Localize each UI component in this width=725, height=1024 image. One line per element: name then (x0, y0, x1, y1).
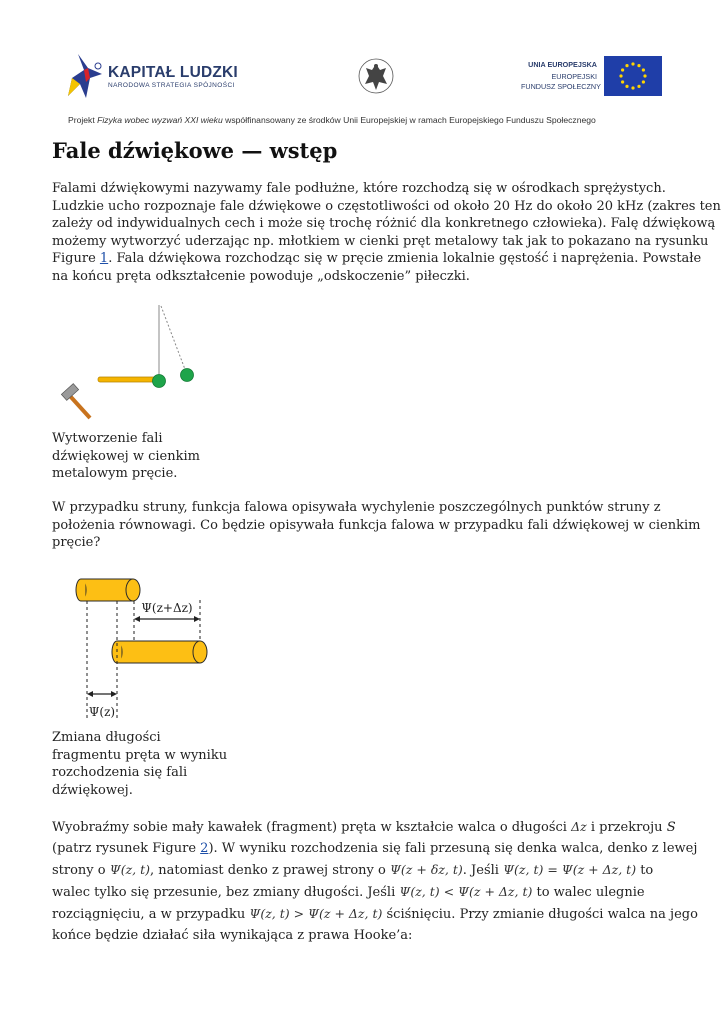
kapital-ludzki-logo (64, 48, 244, 100)
question-line: pręcie? (52, 535, 101, 551)
math-equality: Ψ(z, t) = Ψ(z + Δz, t) (503, 862, 637, 877)
caption-line: dźwiękowej w cienkim (52, 448, 200, 464)
figure-2-cylinder-diagram (72, 572, 217, 724)
eu-star-icon (625, 85, 628, 88)
intro-line (52, 250, 702, 268)
hammer-handle (70, 396, 90, 418)
math-delta-z: Δz (571, 819, 587, 834)
math-less-than: Ψ(z, t) < Ψ(z + Δz, t) (399, 884, 533, 899)
intro-line: zależy od indywidualnych cech i może się trochę różnić dla konkretnego człowieka). Falę dźwiękową (52, 216, 716, 232)
project-suffix: współfinansowany ze środków Unii Europejskiej w ramach Europejskiego Funduszu Społecznego (222, 115, 596, 125)
math-psi-z-plus-dz: Ψ(z + δz, t) (389, 862, 463, 877)
body-text: i przekroju (586, 820, 667, 835)
intro-line: możemy wytworzyć uderzając np. młotkiem w cienki pręt metalowy tak jak to pokazano na rysunku (52, 233, 709, 249)
caption-line: rozchodzenia się fali (52, 765, 188, 781)
intro-paragraph (52, 180, 721, 286)
math-greater-than: Ψ(z, t) > Ψ(z + Δz, t) (249, 906, 383, 921)
label-psi-z: Ψ(z) (88, 705, 116, 719)
symbol-s: S (666, 820, 676, 835)
figure-2-link[interactable]: 2 (200, 841, 209, 856)
metal-rod (98, 377, 156, 382)
caption-line: metalowym pręcie. (52, 466, 178, 482)
eu-star-icon (642, 80, 645, 83)
caption-line: Wytworzenie fali (52, 431, 163, 446)
eu-star-icon (631, 86, 634, 89)
eu-star-icon (631, 62, 634, 65)
body-text: Wyobraźmy sobie mały kawałek (fragment) pręta w kształcie walca o długości (52, 820, 572, 835)
body-line (52, 816, 676, 838)
question-line: położenia równowagi. Co będzie opisywała funkcja falowa w przypadku fali dźwiękowej w cienkim (52, 517, 701, 533)
project-header-line (68, 115, 668, 125)
body-line (52, 903, 698, 925)
eu-star-icon (643, 74, 646, 77)
eu-star-icon (642, 68, 645, 71)
university-seal-icon (356, 54, 396, 100)
eu-star-icon (637, 64, 640, 67)
body-text: to (636, 863, 654, 878)
body-line: końce będzie działać siła wynikająca z prawa Hooke’a: (52, 928, 413, 943)
caption-line: Zmiana długości (52, 730, 161, 745)
intro-line: Ludzkie ucho rozpoznaje fale dźwiękowe o częstotliwości od około 20 Hz do około 20 kHz (zakres ten (52, 198, 721, 214)
eu-star-icon (621, 80, 624, 83)
body-text: . Jeśli (462, 863, 504, 878)
cylinder-after (117, 641, 200, 663)
eu-line2: EUROPEJSKI (551, 72, 597, 81)
kapital-ludzki-star-icon (64, 48, 108, 100)
intro-text: Figure (52, 251, 100, 267)
kapital-ludzki-subtitle: NARODOWA STRATEGIA SPÓJNOŚCI (108, 82, 235, 89)
eu-line3: FUNDUSZ SPOŁECZNY (521, 82, 601, 91)
page-title: Fale dźwiękowe — wstęp (52, 138, 338, 163)
body-line (52, 881, 676, 903)
body-text: rozciągnięciu, a w przypadku (52, 907, 250, 922)
body-text: to walec ulegnie (532, 885, 645, 900)
eu-star-icon (619, 74, 622, 77)
body-text: strony o (52, 863, 110, 878)
kapital-ludzki-title: KAPITAŁ LUDZKI (108, 64, 238, 81)
hammer-head-icon (61, 384, 78, 401)
ball-displaced (181, 369, 194, 382)
pendulum-string-swing (161, 306, 186, 372)
project-title: Fizyka wobec wyzwań XXI wieku (97, 115, 223, 125)
body-text: ściśnięciu. Przy zmianie długości walca na jego (382, 907, 698, 922)
body-line (52, 838, 698, 859)
body-text: ). W wyniku rozchodzenia się fali przesuną się denka walca, denko z lewej (208, 841, 698, 856)
intro-line: na końcu pręta odkształcenie powoduje „odskoczenie” piłeczki. (52, 268, 470, 284)
figure-1-caption (52, 430, 200, 483)
intro-line: Falami dźwiękowymi nazywamy fale podłużne, które rozchodzą się w ośrodkach sprężystych. (52, 181, 666, 196)
body-text: walec tylko się przesunie, bez zmiany długości. Jeśli (52, 885, 400, 900)
body-text: , natomiast denko z prawej strony o (150, 863, 390, 878)
caption-line: fragmentu pręta w wyniku (52, 747, 228, 763)
ball (153, 375, 166, 388)
project-prefix: Projekt (68, 115, 98, 125)
body-line (52, 859, 676, 881)
figure-1-rod-diagram (52, 300, 212, 425)
eu-title: UNIA EUROPEJSKA (528, 60, 597, 69)
caption-line: dźwiękowej. (52, 782, 133, 798)
eu-flag-icon (604, 56, 662, 96)
figure-1-link[interactable]: 1 (99, 251, 109, 267)
eu-star-icon (637, 85, 640, 88)
question-paragraph (52, 499, 701, 552)
body-text: (patrz rysunek Figure (52, 841, 201, 856)
label-psi-z-plus-dz: Ψ(z+Δz) (141, 601, 193, 615)
cylinder-before (81, 579, 133, 601)
math-psi-z-t: Ψ(z, t) (109, 862, 151, 877)
body-paragraph (52, 816, 698, 946)
intro-text: . Fala dźwiękowa rozchodząc się w pręcie zmienia lokalnie gęstość i naprężenia. Powstałe (108, 251, 702, 267)
figure-2-caption (52, 729, 227, 799)
question-line: W przypadku struny, funkcja falowa opisywała wychylenie poszczególnych punktów struny z (52, 500, 661, 515)
eu-star-icon (625, 64, 628, 67)
eu-star-icon (621, 68, 624, 71)
